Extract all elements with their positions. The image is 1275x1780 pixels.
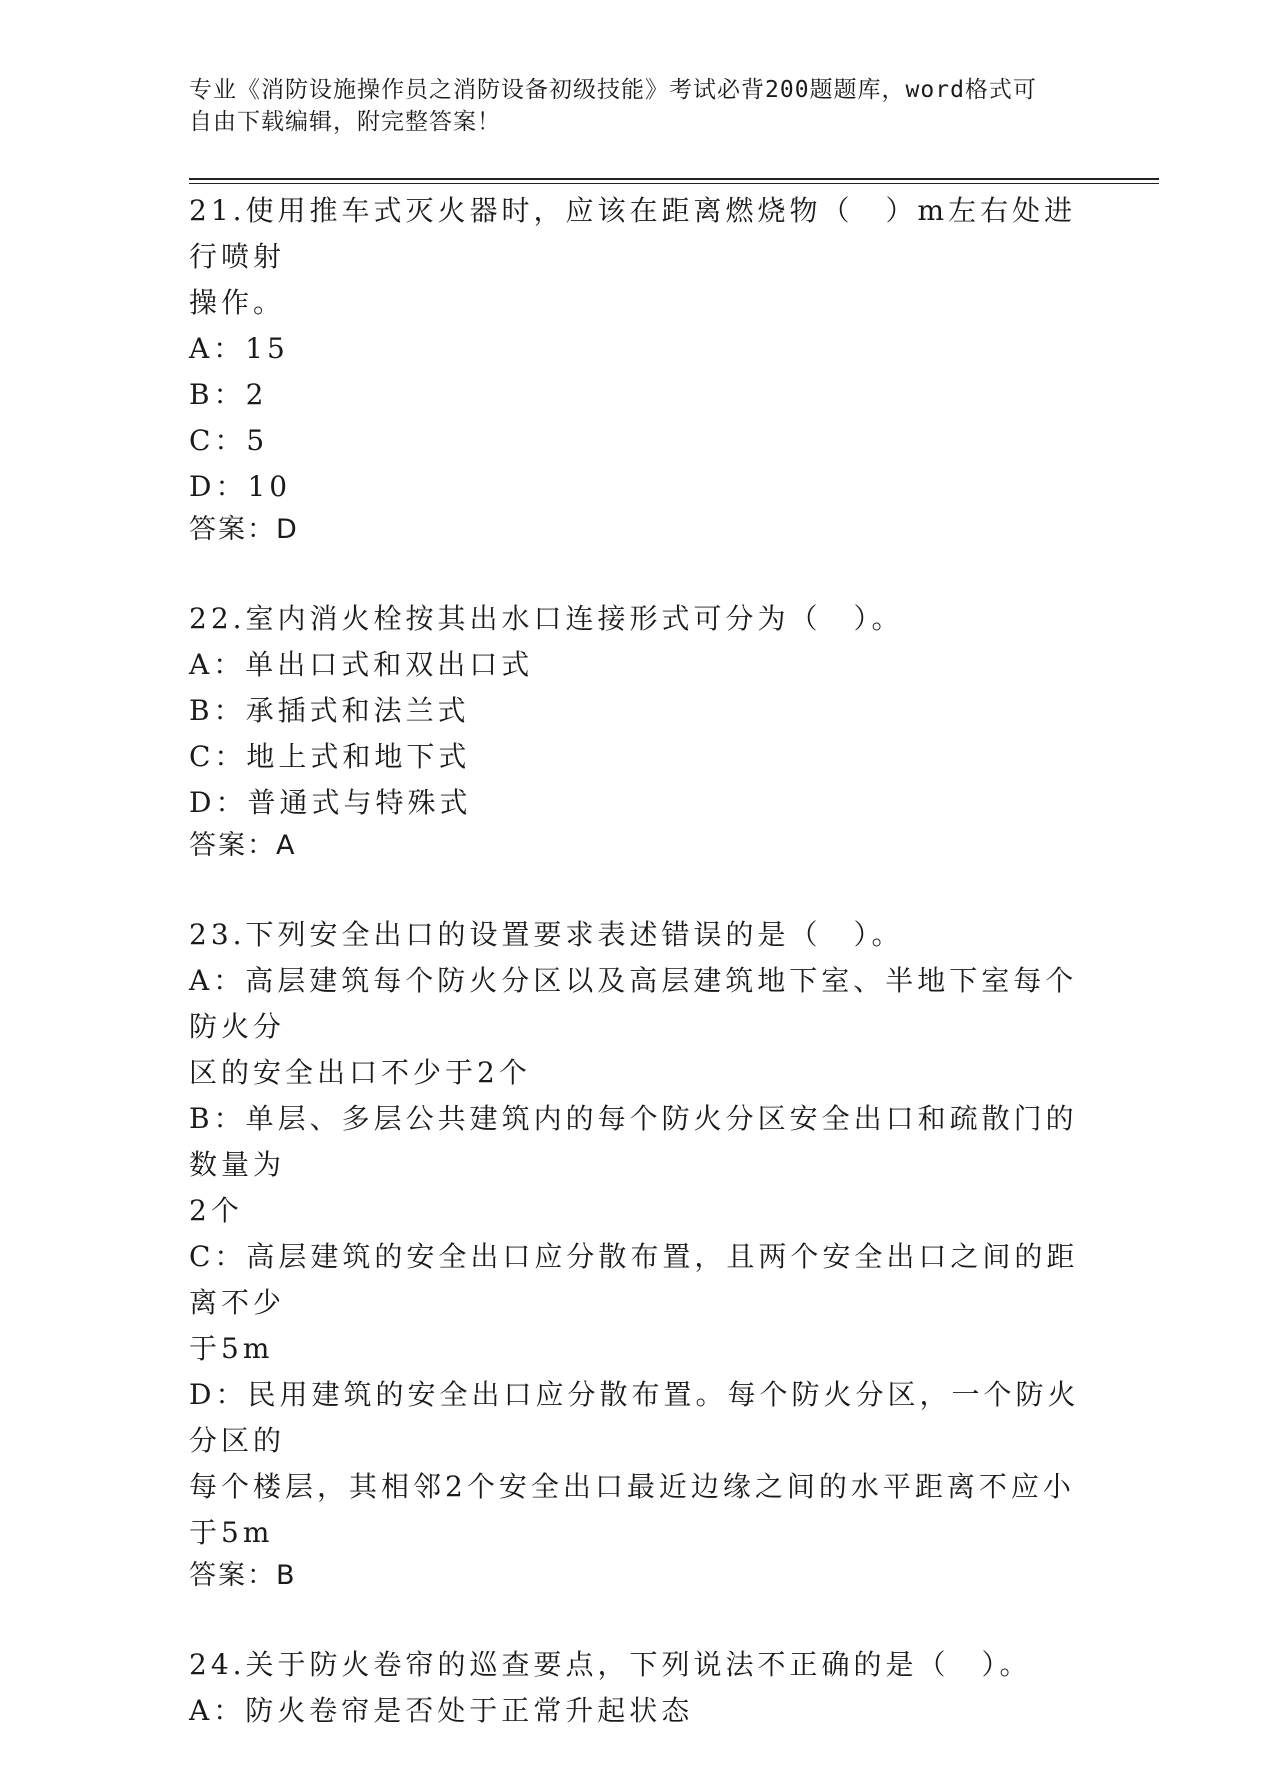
question-24: [189, 1642, 1089, 1734]
question-stem: 22.室内消火栓按其出水口连接形式可分为（ ）。: [189, 602, 904, 635]
answer-label: 答案：D: [189, 514, 299, 545]
header-divider-thin: [189, 183, 1159, 184]
question-23: [189, 912, 1089, 1596]
option-a-cont: 区的安全出口不少于2个: [189, 1056, 531, 1089]
option-b-cont: 2个: [189, 1194, 243, 1227]
question-stem: 21.使用推车式灭火器时，应该在距离燃烧物（ ）m左右处进行喷射: [189, 194, 1077, 273]
answer-label: 答案：B: [189, 1560, 297, 1591]
option-a: A：高层建筑每个防火分区以及高层建筑地下室、半地下室每个防火分: [189, 964, 1078, 1043]
option-c: C：5: [189, 424, 269, 457]
question-stem: 24.关于防火卷帘的巡查要点，下列说法不正确的是（ ）。: [189, 1648, 1032, 1681]
option-a: A：单出口式和双出口式: [189, 648, 534, 681]
option-a: A：防火卷帘是否处于正常升起状态: [189, 1694, 694, 1727]
question-21: [189, 188, 1089, 550]
option-a: A：15: [189, 332, 289, 365]
option-d: D：民用建筑的安全出口应分散布置。每个防火分区，一个防火分区的: [189, 1378, 1080, 1457]
answer-label: 答案：A: [189, 830, 297, 861]
option-b: B：单层、多层公共建筑内的每个防火分区安全出口和疏散门的数量为: [189, 1102, 1078, 1181]
option-b: B：承插式和法兰式: [189, 694, 470, 727]
question-list: [189, 188, 1089, 1780]
option-d-cont: 每个楼层，其相邻2个安全出口最近边缘之间的水平距离不应小于5m: [189, 1470, 1075, 1549]
question-stem: 23.下列安全出口的设置要求表述错误的是（ ）。: [189, 918, 904, 951]
option-c-cont: 于5m: [189, 1332, 274, 1365]
option-c: C：地上式和地下式: [189, 740, 471, 773]
question-stem: 操作。: [189, 286, 286, 319]
option-d: D：10: [189, 470, 292, 503]
header-line-2: 自由下载编辑，附完整答案！: [189, 109, 501, 135]
document-header: [189, 74, 1069, 138]
option-b: B：2: [189, 378, 268, 411]
header-divider: [189, 178, 1159, 180]
question-22: [189, 596, 1089, 866]
option-d: D：普通式与特殊式: [189, 786, 472, 819]
option-c: C：高层建筑的安全出口应分散布置，且两个安全出口之间的距离不少: [189, 1240, 1079, 1319]
header-line-1: 专业《消防设施操作员之消防设备初级技能》考试必背200题题库，word格式可: [189, 77, 1037, 103]
